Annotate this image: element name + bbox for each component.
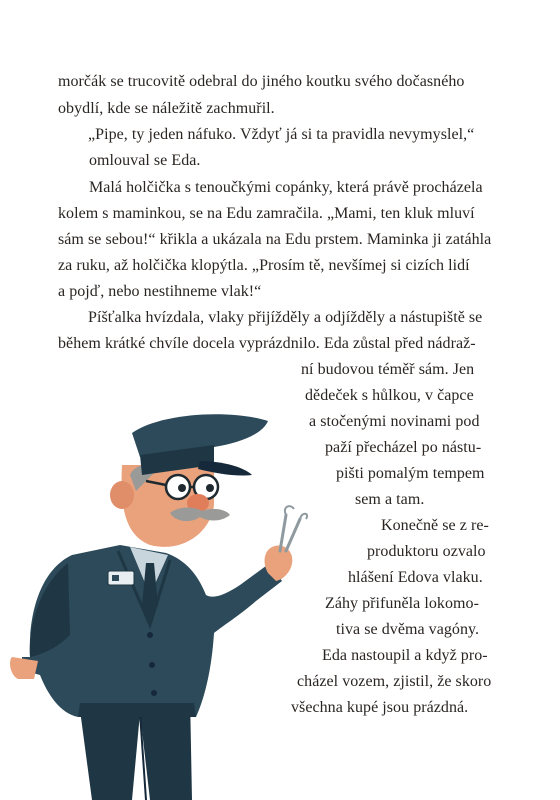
text-line: Záhy přifuněla lokomo- [325, 595, 479, 612]
text-line: cházel vozem, zjistil, že skoro [297, 673, 492, 690]
text-line: kolem s maminkou, se na Edu zamračila. „Mami, ten kluk mluví [58, 205, 475, 222]
text-line: „Pipe, ty jeden náfuko. Vždyť já si ta pravidla nevymyslel,“ [88, 126, 475, 143]
text-line: za ruku, až holčička klopýtla. „Prosím tě, nevšímej si cizích lidí [58, 257, 470, 274]
text-line: sem a tam. [355, 491, 425, 508]
text-line: Malá holčička s tenoučkými copánky, která právě procházela [89, 179, 483, 196]
text-line: omlouval se Eda. [89, 152, 201, 169]
text-line: a pojď, nebo nestihneme vlak!“ [58, 283, 262, 300]
text-line: dědeček s hůlkou, v čapce [305, 387, 474, 404]
text-line: během krátké chvíle docela vyprázdnilo. Eda zůstal před nádraž- [58, 335, 476, 352]
text-line: všechna kupé jsou prázdná. [291, 699, 469, 716]
station-attendant-illustration [0, 395, 320, 800]
text-line: hlášení Edova vlaku. [348, 569, 483, 586]
conductor-cap [132, 414, 268, 475]
text-line: produktoru ozvalo [367, 543, 486, 560]
text-line: a stočenými novinami pod [309, 413, 480, 430]
text-line: obydlí, kde se náležitě zachmuřil. [58, 100, 275, 117]
text-line: morčák se trucovitě odebral do jiného koutku svého dočasného [58, 73, 465, 90]
text-line: ní budovou téměř sám. Jen [301, 361, 475, 378]
text-line: tiva se dvěma vagóny. [336, 621, 480, 638]
text-line: Konečně se z re- [381, 517, 489, 534]
name-badge-icon [108, 571, 134, 585]
text-line: paží přecházel po nástu- [325, 439, 482, 456]
ticket-punch-hand [265, 506, 308, 581]
text-line: pišti pomalým tempem [336, 465, 485, 482]
text-line: Eda nastoupil a když pro- [322, 647, 488, 664]
text-line: Píšťalka hvízdala, vlaky přijížděly a odjížděly a nástupiště se [88, 309, 483, 326]
text-line: sám se sebou!“ křikla a ukázala na Edu prstem. Maminka ji zatáhla [58, 231, 492, 248]
ear [110, 481, 134, 509]
